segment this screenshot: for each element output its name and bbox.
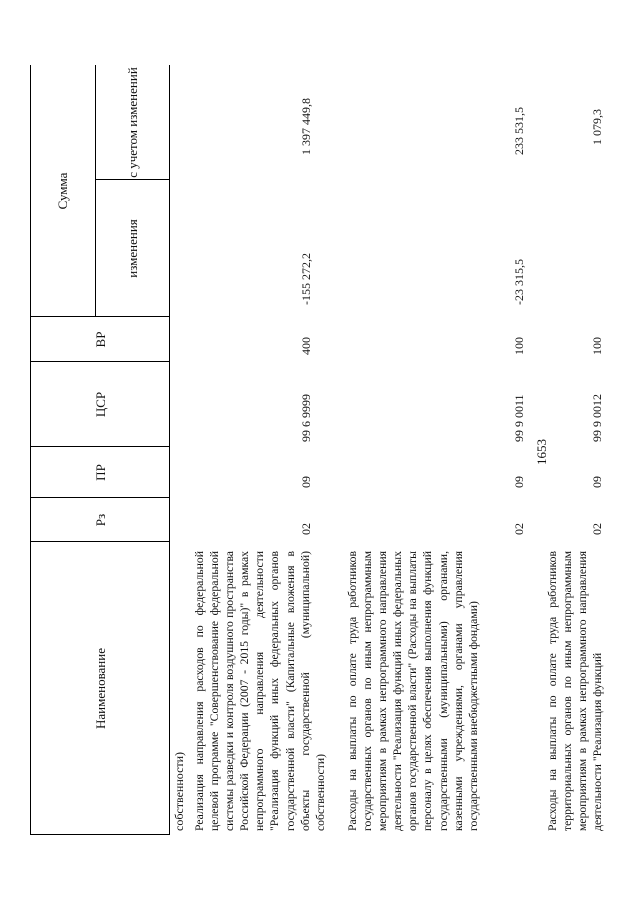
row-pr: 09 [512,476,526,488]
header-vr: ВР [92,331,108,348]
row-vr: 100 [590,337,604,355]
header-changes: изменения [125,219,140,278]
row-rz: 02 [512,523,526,535]
row-rz: 02 [299,523,313,535]
row-pr: 09 [590,476,604,488]
row-total: 1 079,3 [590,109,604,145]
row-csr: 99 6 9999 [299,394,313,442]
row-name: Расходы на выплаты по оплате труда работников территориальных органов по иным непрограммным мероприятиям в рамках непрограммного направления деятельности "Реализация функций [546,551,605,831]
row-change: -23 315,5 [512,259,526,305]
header-with-changes: с учетом изменений [125,67,140,178]
row-csr: 99 9 0012 [590,394,604,442]
header-name: Наименование [92,648,108,729]
row-pr: 09 [299,476,313,488]
row-total: 233 531,5 [512,107,526,155]
continued-text: собственности) [172,751,186,831]
header-pr: ПР [92,464,108,481]
row-change: -155 272,2 [299,253,313,305]
row-csr: 99 9 0011 [512,394,526,442]
table-header [30,65,170,835]
row-vr: 100 [512,337,526,355]
row-vr: 400 [299,337,313,355]
header-csr: ЦСР [92,391,108,418]
row-name: Расходы на выплаты по оплате труда работников государственных органов по иным непрограммным мероприятиям в рамках непрограммного направления деятельности "Реализация функций иных федеральных органов государственной власти" (Расходы на выплаты персоналу в целях обеспечения выполнения функций государственными (муниципальными) органами, казенными учреждениями, органами управления государственными внебюджетными фондами) [346,551,480,831]
header-summa: Сумма [55,172,70,210]
page-number: 1653 [534,439,549,465]
row-total: 1 397 449,8 [299,98,313,155]
header-rz: Рз [92,513,108,527]
row-rz: 02 [590,523,604,535]
row-name: Реализация направления расходов по федеральной целевой программе "Совершенствование федеральной системы разведки и контроля воздушного пространства Российской Федерации (2007 - 2015 годы)" в рамках непрограммного направления деятельности "Реализация функций иных федеральных органов государственной власти" (Капитальные вложения в объекты государственной (муниципальной) собственности) [193,551,327,831]
